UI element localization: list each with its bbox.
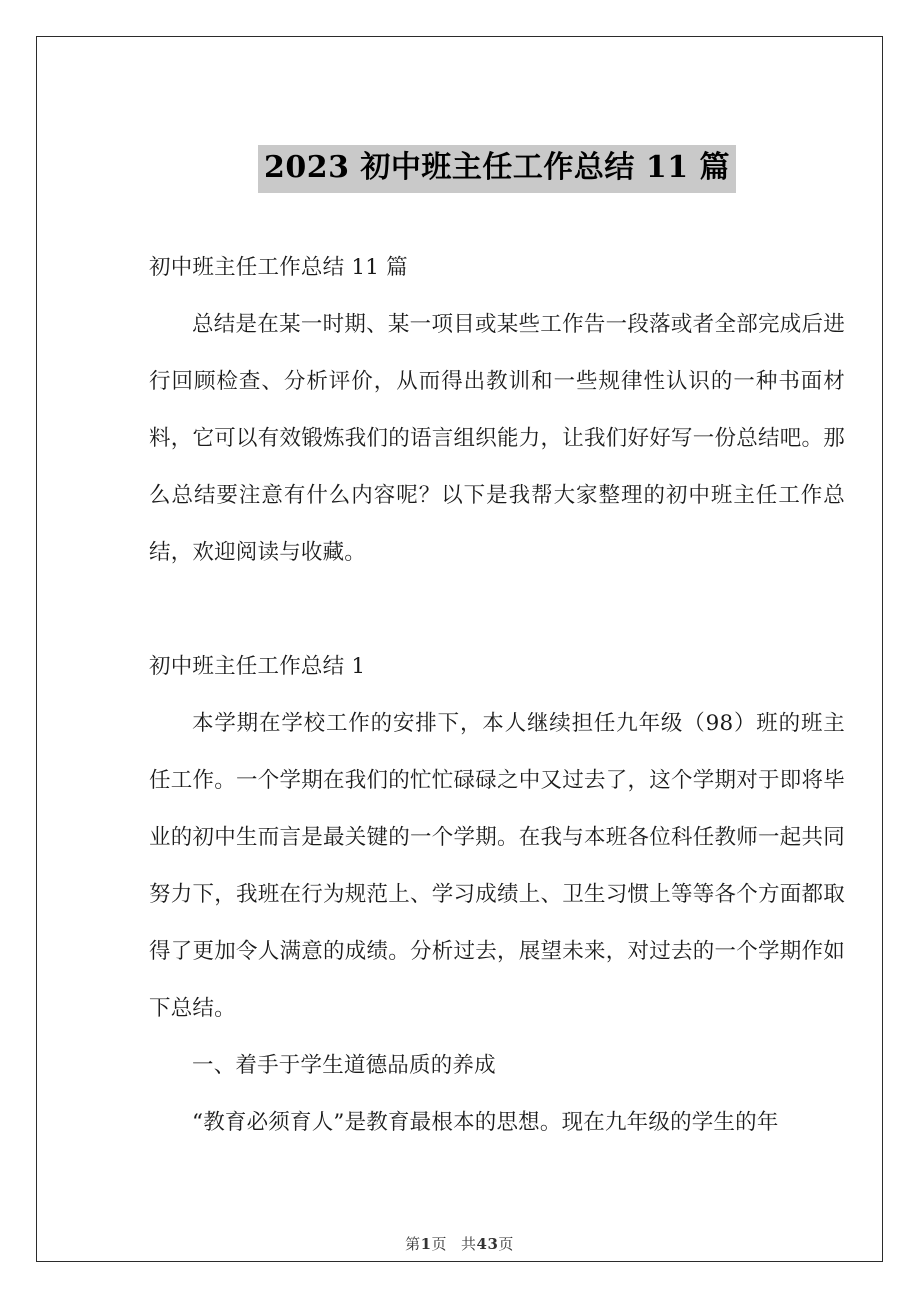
- page-footer: [37, 1233, 882, 1255]
- footer-page-prefix: 第: [405, 1235, 421, 1253]
- page-title: [149, 145, 845, 203]
- section-heading: 初中班主任工作总结 1: [149, 654, 366, 679]
- page-title-text: 2023 初中班主任工作总结 11 篇: [258, 145, 736, 193]
- blank-line-spacer: [149, 581, 845, 638]
- document-subtitle: 初中班主任工作总结 11 篇: [149, 255, 408, 280]
- footer-total-pages: [461, 1233, 514, 1255]
- footer-page-suffix: 页: [431, 1235, 448, 1253]
- subsection-paragraph: “教育必须育人”是教育最根本的思想。现在九年级的学生的年: [192, 1110, 779, 1135]
- subsection-heading: 一、着手于学生道德品质的养成: [192, 1053, 496, 1078]
- intro-paragraph: 总结是在某一时期、某一项目或某些工作告一段落或者全部完成后进行回顾检查、分析评价，从而得出教训和一些规律性认识的一种书面材料，它可以有效锻炼我们的语言组织能力，让我们好好写一份总结吧。那么总结要注意有什么内容呢？以下是我帮大家整理的初中班主任工作总结，欢迎阅读与收藏。: [149, 312, 845, 565]
- footer-total-number: 43: [476, 1235, 499, 1253]
- section-paragraph: 本学期在学校工作的安排下，本人继续担任九年级（98）班的班主任工作。一个学期在我们的忙忙碌碌之中又过去了，这个学期对于即将毕业的初中生而言是最关键的一个学期。在我与本班各位科任教师一起共同努力下，我班在行为规范上、学习成绩上、卫生习惯上等等各个方面都取得了更加令人满意的成绩。分析过去，展望未来，对过去的一个学期作如下总结。: [149, 711, 845, 1021]
- footer-page-number: 1: [420, 1235, 432, 1253]
- footer-total-suffix: 页: [498, 1235, 514, 1253]
- title-bottom-spacer: [149, 203, 845, 239]
- page-border-frame: [36, 36, 883, 1262]
- document-content: [149, 145, 845, 1151]
- footer-current-page: [405, 1233, 447, 1255]
- footer-total-prefix: 共: [461, 1235, 477, 1253]
